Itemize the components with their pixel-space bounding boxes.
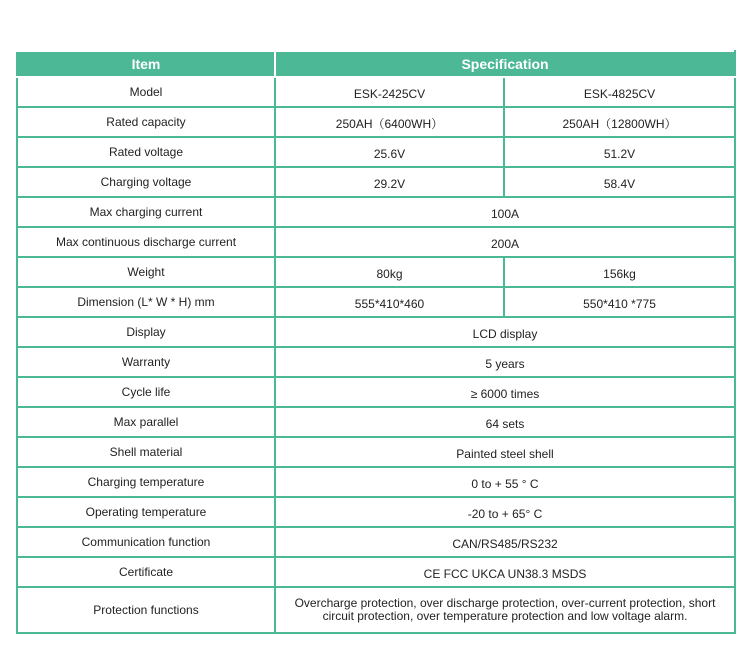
- row-label: Max charging current: [17, 197, 275, 227]
- row-label: Charging voltage: [17, 167, 275, 197]
- row-value: 5 years: [275, 347, 735, 377]
- row-label: Max continuous discharge current: [17, 227, 275, 257]
- row-value: 550*410 *775: [504, 287, 735, 317]
- row-value: 25.6V: [275, 137, 504, 167]
- row-label: Max parallel: [17, 407, 275, 437]
- specification-table: [16, 50, 736, 634]
- table-row: [17, 557, 735, 587]
- table-row: [17, 587, 735, 633]
- row-value: Painted steel shell: [275, 437, 735, 467]
- row-value: 250AH（6400WH）: [275, 107, 504, 137]
- specification-header: Specification: [275, 51, 735, 77]
- row-label: Rated capacity: [17, 107, 275, 137]
- row-label: Weight: [17, 257, 275, 287]
- row-value: ≥ 6000 times: [275, 377, 735, 407]
- row-label: Cycle life: [17, 377, 275, 407]
- table-row: [17, 407, 735, 437]
- table-row: [17, 527, 735, 557]
- table-row: [17, 497, 735, 527]
- row-value: 200A: [275, 227, 735, 257]
- row-label: Display: [17, 317, 275, 347]
- row-label: Protection functions: [17, 587, 275, 633]
- row-value: 156kg: [504, 257, 735, 287]
- table-row: [17, 197, 735, 227]
- row-value: LCD display: [275, 317, 735, 347]
- table-row: [17, 257, 735, 287]
- table-row: [17, 77, 735, 107]
- row-value: 58.4V: [504, 167, 735, 197]
- table-row: [17, 437, 735, 467]
- table-header-row: [17, 51, 735, 77]
- row-value: 555*410*460: [275, 287, 504, 317]
- row-label: Certificate: [17, 557, 275, 587]
- row-value: ESK-2425CV: [275, 77, 504, 107]
- item-header: Item: [17, 51, 275, 77]
- row-value: CAN/RS485/RS232: [275, 527, 735, 557]
- row-value: 51.2V: [504, 137, 735, 167]
- row-label: Communication function: [17, 527, 275, 557]
- table-row: [17, 317, 735, 347]
- row-value: 80kg: [275, 257, 504, 287]
- row-value: 64 sets: [275, 407, 735, 437]
- table-row: [17, 227, 735, 257]
- row-label: Charging temperature: [17, 467, 275, 497]
- row-value: 0 to + 55 ° C: [275, 467, 735, 497]
- table-row: [17, 347, 735, 377]
- table-row: [17, 377, 735, 407]
- row-label: Warranty: [17, 347, 275, 377]
- row-value: -20 to + 65° C: [275, 497, 735, 527]
- row-value: 250AH（12800WH）: [504, 107, 735, 137]
- table-row: [17, 107, 735, 137]
- row-value: 29.2V: [275, 167, 504, 197]
- table-row: [17, 167, 735, 197]
- row-value: Overcharge protection, over discharge protection, over-current protection, short circuit protection, over temperature protection and low voltage alarm.: [275, 587, 735, 633]
- row-value: 100A: [275, 197, 735, 227]
- row-value: CE FCC UKCA UN38.3 MSDS: [275, 557, 735, 587]
- row-value: ESK-4825CV: [504, 77, 735, 107]
- row-label: Shell material: [17, 437, 275, 467]
- row-label: Model: [17, 77, 275, 107]
- row-label: Rated voltage: [17, 137, 275, 167]
- table-row: [17, 287, 735, 317]
- table-row: [17, 467, 735, 497]
- table-row: [17, 137, 735, 167]
- row-label: Operating temperature: [17, 497, 275, 527]
- row-label: Dimension (L* W * H) mm: [17, 287, 275, 317]
